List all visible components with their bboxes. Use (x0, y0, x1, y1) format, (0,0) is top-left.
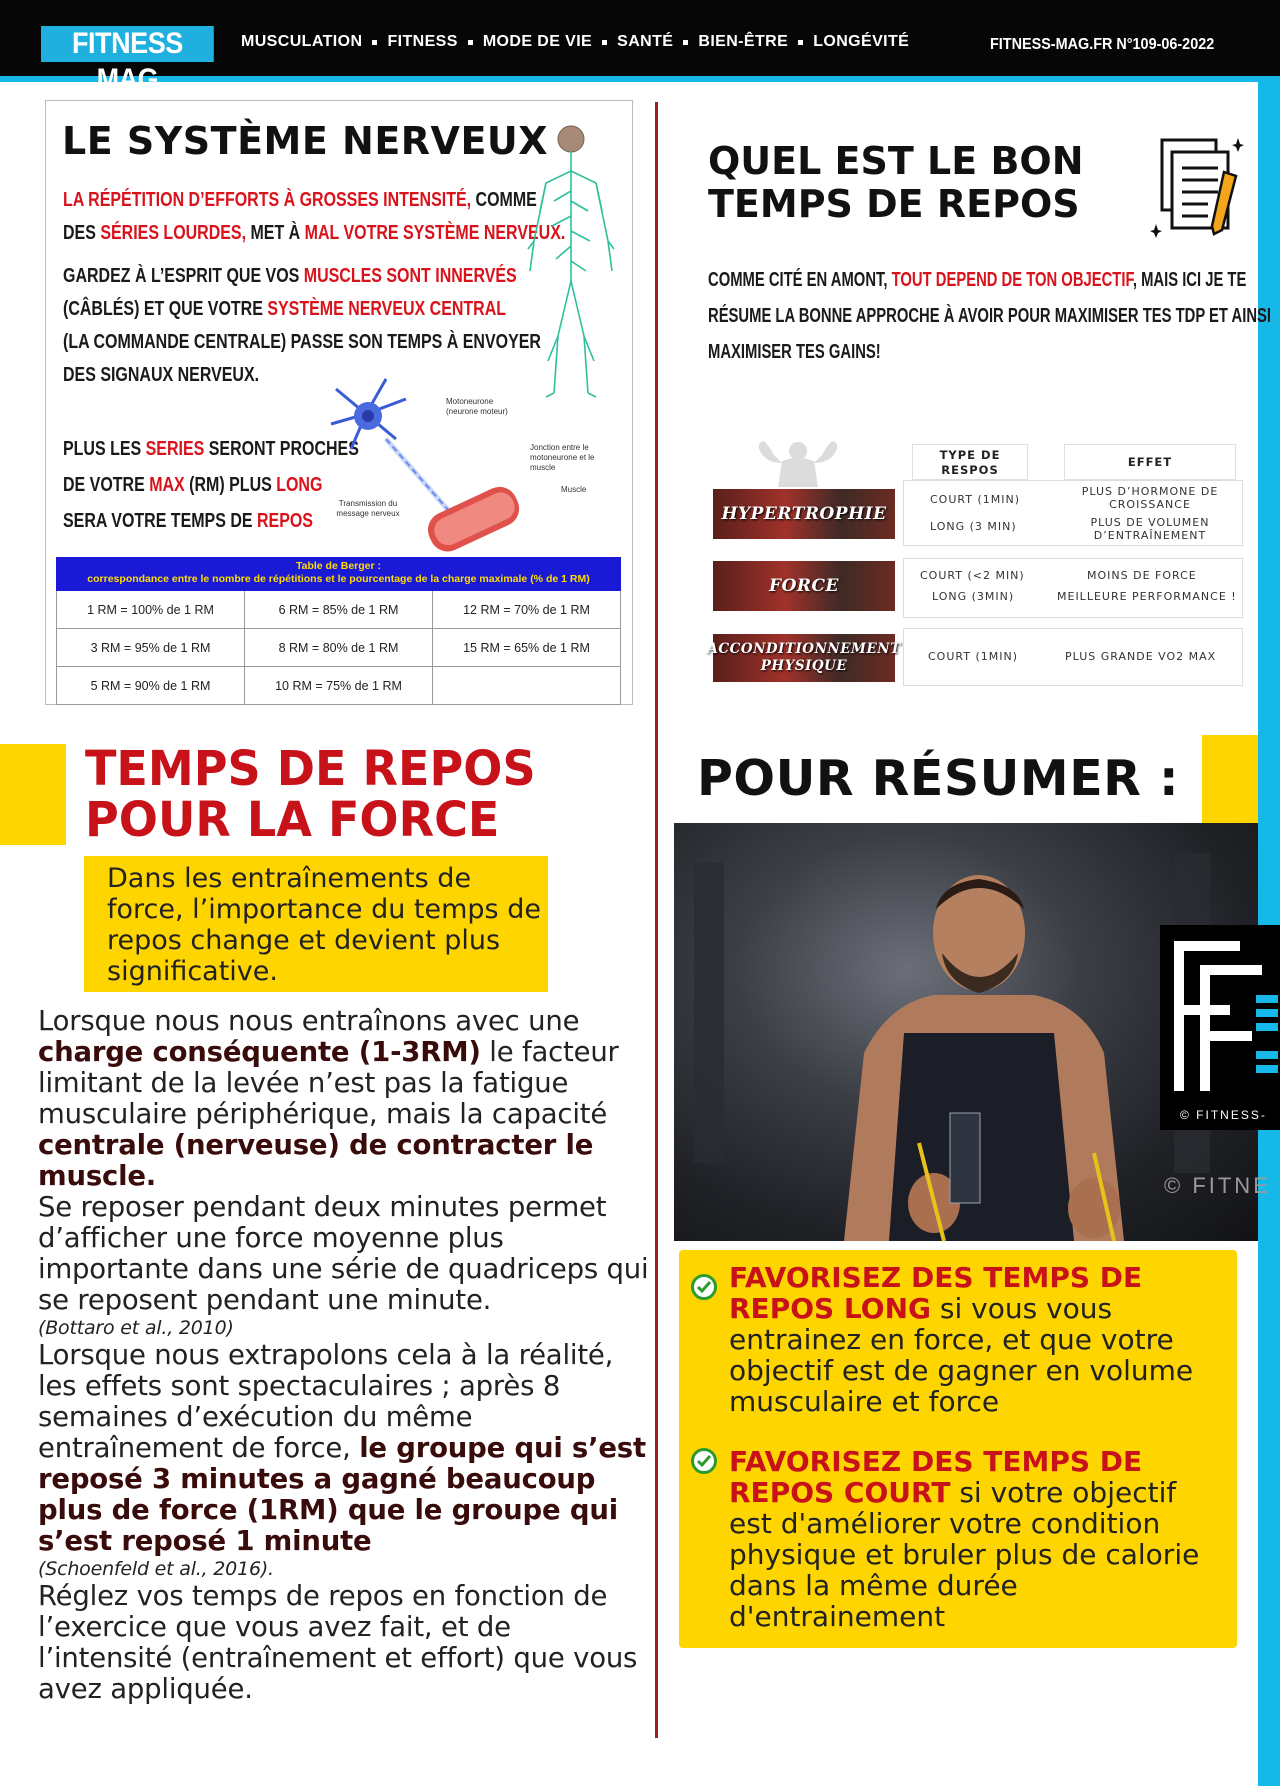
article-lead-box (84, 856, 548, 992)
article-paragraph: Réglez vos temps de repos en fonction de l’exercice que vous avez fait, et de l’intensité (entraînement et effort) que vous avez appliquée. (38, 1580, 638, 1705)
rest-type-cell: COURT (1MIN) (928, 650, 1018, 663)
nav-item-mode-de-vie[interactable]: MODE DE VIE (482, 33, 593, 50)
tip-text: si votre objectif est d'améliorer votre condition physique et bruler plus de calorie dans la même durée d'entrainement (729, 1476, 1200, 1633)
rest-title-line: TEMPS DE REPOS (708, 182, 1080, 226)
tip-highlight: FAVORISEZ DES TEMPS DE REPOS LONG (729, 1261, 1143, 1325)
goal-image-hypertrophie: HYPERTROPHIE (713, 489, 895, 539)
citation: (Schoenfeld et al., 2016). (38, 1558, 274, 1580)
nav-item-musculation[interactable]: MUSCULATION (241, 33, 363, 50)
text-highlight: MAL VOTRE SYSTÈME NERVEUX. (304, 221, 566, 244)
table-cell: 10 RM = 75% de 1 RM (245, 667, 433, 705)
table-cell: 6 RM = 85% de 1 RM (245, 591, 433, 629)
text-span: COMME (471, 188, 537, 211)
effect-cell: PLUS D’HORMONE DE CROISSANCE (1081, 485, 1219, 511)
summary-tips-box (679, 1250, 1237, 1648)
text-highlight: MUSCLES SONT INNERVÉS (303, 264, 517, 287)
text-span: COMME CITÉ EN AMONT, (708, 269, 892, 291)
table-cell: 8 RM = 80% de 1 RM (245, 629, 433, 667)
checkmark-glyph (694, 1451, 714, 1471)
effect-cell: PLUS GRANDE VO2 MAX (1065, 650, 1217, 663)
summary-tip-long-rest (729, 1262, 1219, 1417)
table-header-effect: EFFET (1064, 444, 1236, 480)
tip-text: si vous vous entrainez en force, et que votre objectif est de gagner en volume musculaire et force (729, 1292, 1194, 1418)
table-row-force (903, 558, 1243, 618)
rest-type-cell: LONG (3 MIN) (930, 520, 1017, 533)
nervous-system-infographic (45, 100, 633, 705)
text-highlight: MAX (149, 473, 185, 496)
checkmark-icon (691, 1274, 717, 1300)
junction-label: Jonction entre le motoneurone et le muscle (530, 443, 595, 472)
rest-type-cell: LONG (3MIN) (932, 590, 1015, 603)
berger-table-title: Table de Berger : (296, 560, 381, 572)
text-highlight: SÉRIES LOURDES, (100, 221, 247, 244)
site-logo[interactable]: FITNESS MAG (41, 26, 214, 62)
text-span: SERONT PROCHES (204, 437, 359, 460)
text-span: PLUS LES (63, 437, 146, 460)
tip-highlight: FAVORISEZ DES TEMPS DE REPOS COURT (729, 1445, 1143, 1509)
summary-title: POUR RÉSUMER : (697, 750, 1180, 807)
motor-neuron-illustration (326, 369, 526, 549)
text-highlight: SERIES (145, 437, 205, 460)
text-span: MET À (246, 221, 305, 244)
fitness-ff-logo (1160, 925, 1280, 1130)
text-span: le facteur limitant de la levée n’est pas la fatigue musculaire périphérique, mais la capacité (38, 1036, 619, 1130)
article-paragraph (38, 1340, 650, 1557)
text-highlight: TOUT DEPEND DE TON OBJECTIF (891, 269, 1133, 291)
issue-number: FITNESS-MAG.FR N°109-06-2022 (990, 36, 1215, 53)
article-paragraph: Se reposer pendant deux minutes permet d’afficher une force moyenne plus importante dans une série de quadriceps qui se reposent pendant une minute. (38, 1191, 649, 1316)
text-highlight: LA RÉPÉTITION D’EFFORTS À GROSSES INTENSITÉ, (63, 188, 472, 211)
berger-table-subtitle: correspondance entre le nombre de répétitions et le pourcentage de la charge maximale (% de 1 RM) (87, 573, 590, 585)
article-title-line: TEMPS DE REPOS (85, 741, 536, 797)
berger-table (56, 557, 621, 705)
muscle-label: Muscle (561, 485, 587, 494)
checklist-document-icon (1152, 132, 1244, 242)
nav-item-longevite[interactable]: LONGÉVITÉ (813, 33, 910, 50)
ff-logo-copyright: © FITNESS- (1180, 1108, 1267, 1122)
berger-table-grid (56, 591, 621, 705)
rest-type-cell: COURT (<2 MIN) (920, 569, 1025, 582)
table-cell: 5 RM = 90% de 1 RM (57, 667, 245, 705)
nav-item-sante[interactable]: SANTÉ (617, 33, 674, 50)
goal-image-conditionnement: ACCONDITIONNEMENT PHYSIQUE (713, 634, 895, 682)
text-line: RÉSUME LA BONNE APPROCHE À AVOIR POUR MAXIMISER TES TDP ET AINSI (708, 305, 1272, 327)
table-cell: 3 RM = 95% de 1 RM (57, 629, 245, 667)
text-highlight: REPOS (256, 509, 313, 532)
checkmark-glyph (694, 1277, 714, 1297)
infographic-title: LE SYSTÈME NERVEUX (62, 119, 549, 163)
column-divider (655, 102, 658, 1738)
text-line: (LA COMMANDE CENTRALE) PASSE SON TEMPS À ENVOYER (63, 330, 541, 353)
citation: (Bottaro et al., 2010) (38, 1317, 234, 1339)
nervous-system-body-illustration (526, 121, 616, 401)
ff-logo-icon (1160, 925, 1280, 1105)
motoneuron-label: Motoneurone (neurone moteur) (446, 397, 508, 416)
effect-cell: MOINS DE FORCE (1087, 569, 1197, 582)
nav-separator (468, 40, 473, 45)
main-nav (241, 33, 909, 51)
rest-intro (708, 262, 1271, 370)
article-paragraph (38, 1006, 650, 1192)
table-cell: 12 RM = 70% de 1 RM (433, 591, 621, 629)
text-bold: centrale (nerveuse) de contracter le muscle. (38, 1129, 594, 1192)
rest-title-line: QUEL EST LE BON (708, 139, 1084, 183)
text-span: SERA VOTRE TEMPS DE (63, 509, 257, 532)
effect-cell: MEILLEURE PERFORMANCE ! (1057, 590, 1237, 603)
nav-separator (798, 40, 803, 45)
nav-separator (683, 40, 688, 45)
text-span: DE VOTRE (63, 473, 150, 496)
text-span: , MAIS ICI JE TE (1132, 269, 1247, 291)
photo-watermark: © FITNE (1164, 1173, 1271, 1198)
summary-tip-short-rest (729, 1446, 1219, 1632)
table-header-rest-type: TYPE DE RESPOS (912, 444, 1028, 480)
transmission-label: Transmission du message nerveux (336, 499, 400, 518)
text-span: (RM) PLUS (184, 473, 277, 496)
table-cell: 1 RM = 100% de 1 RM (57, 591, 245, 629)
text-line: MAXIMISER TES GAINS! (708, 341, 881, 363)
goal-image-force: FORCE (713, 561, 895, 611)
yellow-accent-block (0, 744, 66, 845)
text-span: Lorsque nous extrapolons cela à la réalité, les effets sont spectaculaires ; après 8 semaines d’exécution du même entraînement de force, (38, 1339, 614, 1464)
effect-cell: PLUS DE VOLUMEN D’ENTRAÎNEMENT (1090, 516, 1210, 542)
text-bold: charge conséquente (1-3RM) (38, 1036, 481, 1068)
table-cell: 15 RM = 65% de 1 RM (433, 629, 621, 667)
article-lead: Dans les entraînements de force, l’importance du temps de repos change et devient plus significative. (107, 863, 541, 987)
nervous-paragraph-1 (63, 183, 565, 249)
text-highlight: LONG (276, 473, 323, 496)
nav-separator (602, 40, 607, 45)
text-span: GARDEZ À L’ESPRIT QUE VOS (63, 264, 304, 287)
text-bold: le groupe qui s’est reposé 3 minutes a gagné beaucoup plus de force (1RM) que le groupe qui s’est reposé 1 minute (38, 1432, 646, 1557)
article-title (85, 741, 536, 848)
checkmark-icon (691, 1448, 717, 1474)
text-span: Lorsque nous nous entraînons avec une (38, 1005, 580, 1037)
article-body (38, 1006, 650, 1705)
text-span: DES (63, 221, 101, 244)
text-line: DES SIGNAUX NERVEUX. (63, 363, 260, 386)
rest-type-cell: COURT (1MIN) (930, 493, 1020, 506)
berger-table-header (56, 557, 621, 591)
nav-item-fitness[interactable]: FITNESS (387, 33, 458, 50)
table-cell (433, 667, 621, 705)
top-bar-accent-line (0, 76, 1280, 82)
article-title-line: POUR LA FORCE (85, 792, 500, 848)
text-span: (CÂBLÉS) ET QUE VOTRE (63, 297, 268, 320)
nav-separator (372, 40, 377, 45)
nav-item-bien-etre[interactable]: BIEN-ÊTRE (698, 33, 789, 50)
rest-section-title (708, 140, 1084, 226)
nervous-paragraph-3 (63, 431, 359, 539)
bodybuilder-silhouette-icon (752, 437, 844, 489)
text-highlight: SYSTÈME NERVEUX CENTRAL (267, 297, 507, 320)
